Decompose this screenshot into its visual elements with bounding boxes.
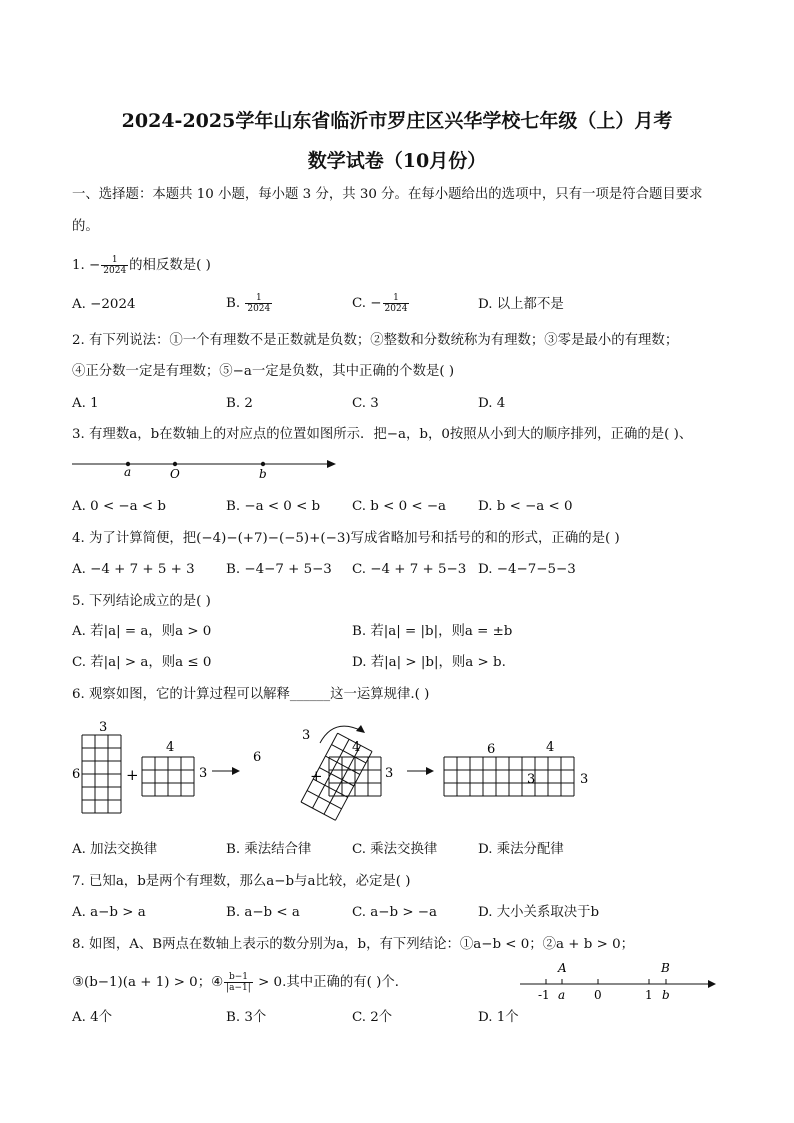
q1-option-b xyxy=(226,293,273,314)
question-8-stem-line1: 8. 如图，A、B两点在数轴上表示的数分别为a，b，有下列结论：①a−b < 0；②a + b > 0； xyxy=(72,937,634,952)
q4-option-c: C. −4 + 7 + 5−3 xyxy=(352,562,467,577)
g2-top-label: 4 xyxy=(166,740,175,755)
q8-line2-suffix: > 0.其中正确的有( )个． xyxy=(253,975,409,990)
q3-option-b: B. −a < 0 < b xyxy=(226,499,321,514)
g5-side-label: 3 xyxy=(580,772,589,787)
point-b xyxy=(261,462,265,466)
q1-option-b-fraction xyxy=(245,293,272,314)
q7-option-d: D. 大小关系取决于b xyxy=(478,905,600,920)
q4-option-b: B. −4−7 + 5−3 xyxy=(226,562,332,577)
section-intro-line2: 的。 xyxy=(72,219,99,234)
q1-option-c-prefix: C. − xyxy=(352,296,382,311)
g2-side-label: 3 xyxy=(199,766,208,781)
q3-option-d: D. b < −a < 0 xyxy=(478,499,573,514)
q5-option-d: D. 若|a| > |b|，则a > b. xyxy=(352,655,506,670)
q7-option-a: A. a−b > a xyxy=(72,905,146,920)
question-3-stem: 3. 有理数a，b在数轴上的对应点的位置如图所示．把−a，b，0按照从小到大的顺序排列，正确的是( )、 xyxy=(72,427,693,442)
q6-option-b: B. 乘法结合律 xyxy=(226,842,312,857)
q6-option-c: C. 乘法交换律 xyxy=(352,842,438,857)
exam-title-line2: 数学试卷（10月份） xyxy=(307,150,487,172)
g1-top-label: 3 xyxy=(99,720,108,735)
q6-grid-figure xyxy=(62,713,602,823)
q5-option-c: C. 若|a| > a，则a ≤ 0 xyxy=(72,655,212,670)
q2-option-c: C. 3 xyxy=(352,396,379,411)
q8-line2-prefix: ③(b−1)(a + 1) > 0；④ xyxy=(72,975,224,990)
q8-fraction-numerator: b−1 xyxy=(224,972,253,983)
g1-side-label: 6 xyxy=(72,767,81,782)
tick-label-b: b xyxy=(662,988,670,1002)
label-o: O xyxy=(170,467,180,481)
grid-6x3 xyxy=(82,735,121,813)
q2-option-d: D. 4 xyxy=(478,396,506,411)
question-7-stem: 7. 已知a，b是两个有理数，那么a−b与a比较，必定是( ) xyxy=(72,874,411,889)
q6-option-a: A. 加法交换律 xyxy=(72,842,158,857)
tick-label-neg1: -1 xyxy=(538,988,550,1002)
exam-title-line1: 2024-2025学年山东省临沂市罗庄区兴华学校七年级（上）月考 xyxy=(121,110,673,132)
q1-option-c-denominator: 2024 xyxy=(384,304,408,314)
q3-option-c: C. b < 0 < −a xyxy=(352,499,447,514)
point-label-A: A xyxy=(558,961,567,975)
g5-top-label-1: 6 xyxy=(487,742,496,757)
q1-option-c xyxy=(352,293,410,314)
plus-sign: + xyxy=(126,766,139,784)
tick-label-a: a xyxy=(558,988,566,1002)
q1-option-b-numerator: 1 xyxy=(245,293,272,304)
point-o xyxy=(173,462,177,466)
q5-option-b: B. 若|a| = |b|，则a = ±b xyxy=(352,624,513,639)
question-6-stem: 6. 观察如图，它的计算过程可以解释______这一运算规律.( ) xyxy=(72,687,430,702)
g4-top-label: 4 xyxy=(352,740,361,755)
q1-suffix: 的相反数是( ) xyxy=(129,258,211,273)
arrow-head-icon-q8 xyxy=(708,980,716,988)
q8-fraction-denominator: |a−1| xyxy=(226,983,251,993)
g3-side-label: 6 xyxy=(253,750,262,765)
q4-option-a: A. −4 + 7 + 5 + 3 xyxy=(72,562,195,577)
q3-option-a: A. 0 < −a < b xyxy=(72,499,166,514)
g3-top-label: 3 xyxy=(302,728,311,743)
q6-option-d: D. 乘法分配律 xyxy=(478,842,564,857)
q8-option-d: D. 1个 xyxy=(478,1010,519,1025)
grid-3x4 xyxy=(142,757,194,796)
grid-3x10 xyxy=(444,757,574,796)
question-1-stem xyxy=(72,255,211,276)
g5-top-label-2: 4 xyxy=(546,740,555,755)
plus-sign-2: + xyxy=(310,767,323,785)
section-intro-line1: 一、选择题：本题共 10 小题，每小题 3 分，共 30 分。在每小题给出的选项中，只有一项是符合题目要求 xyxy=(72,187,703,202)
q1-option-c-fraction xyxy=(383,293,410,314)
question-4-stem: 4. 为了计算简便，把(−4)−(+7)−(−5)+(−3)写成省略加号和括号的和的形式，正确的是( ) xyxy=(72,531,620,546)
q8-option-c: C. 2个 xyxy=(352,1010,393,1025)
point-label-B: B xyxy=(661,961,670,975)
question-8-stem-line2 xyxy=(72,972,408,993)
q3-number-line xyxy=(68,454,343,484)
q1-option-b-prefix: B. xyxy=(226,296,245,311)
q1-prefix: 1. − xyxy=(72,258,101,273)
right-arrow-icon xyxy=(232,767,240,775)
tick-label-1: 1 xyxy=(645,988,653,1002)
q5-option-a: A. 若|a| = a，则a > 0 xyxy=(72,624,212,639)
q8-number-line xyxy=(516,958,726,1004)
question-2-stem-line1: 2. 有下列说法：①一个有理数不是正数就是负数；②整数和分数统称为有理数；③零是最小的有理数； xyxy=(72,333,679,348)
question-5-stem: 5. 下列结论成立的是( ) xyxy=(72,594,211,609)
g5-middle-label: 3 xyxy=(527,772,536,787)
arrow-head-icon xyxy=(327,460,336,468)
tick-label-0: 0 xyxy=(594,988,602,1002)
q1-option-b-denominator: 2024 xyxy=(247,304,271,314)
q7-option-c: C. a−b > −a xyxy=(352,905,437,920)
q2-option-b: B. 2 xyxy=(226,396,253,411)
right-arrow-icon-2 xyxy=(426,767,434,775)
q4-option-d: D. −4−7−5−3 xyxy=(478,562,576,577)
label-a: a xyxy=(124,465,132,479)
question-2-stem-line2: ④正分数一定是有理数；⑤−a一定是负数，其中正确的个数是( ) xyxy=(72,364,455,379)
q8-fraction xyxy=(224,972,253,993)
q2-option-a: A. 1 xyxy=(72,396,99,411)
q1-option-a: A. −2024 xyxy=(72,297,136,312)
g4-side-label: 3 xyxy=(385,766,394,781)
q8-option-a: A. 4个 xyxy=(72,1010,113,1025)
q1-option-d: D. 以上都不是 xyxy=(478,297,564,312)
q1-option-c-numerator: 1 xyxy=(383,293,410,304)
q1-fraction xyxy=(101,255,128,276)
q7-option-b: B. a−b < a xyxy=(226,905,300,920)
q1-fraction-denominator: 2024 xyxy=(103,266,127,276)
q1-fraction-numerator: 1 xyxy=(101,255,128,266)
label-b: b xyxy=(259,467,267,481)
q8-option-b: B. 3个 xyxy=(226,1010,267,1025)
